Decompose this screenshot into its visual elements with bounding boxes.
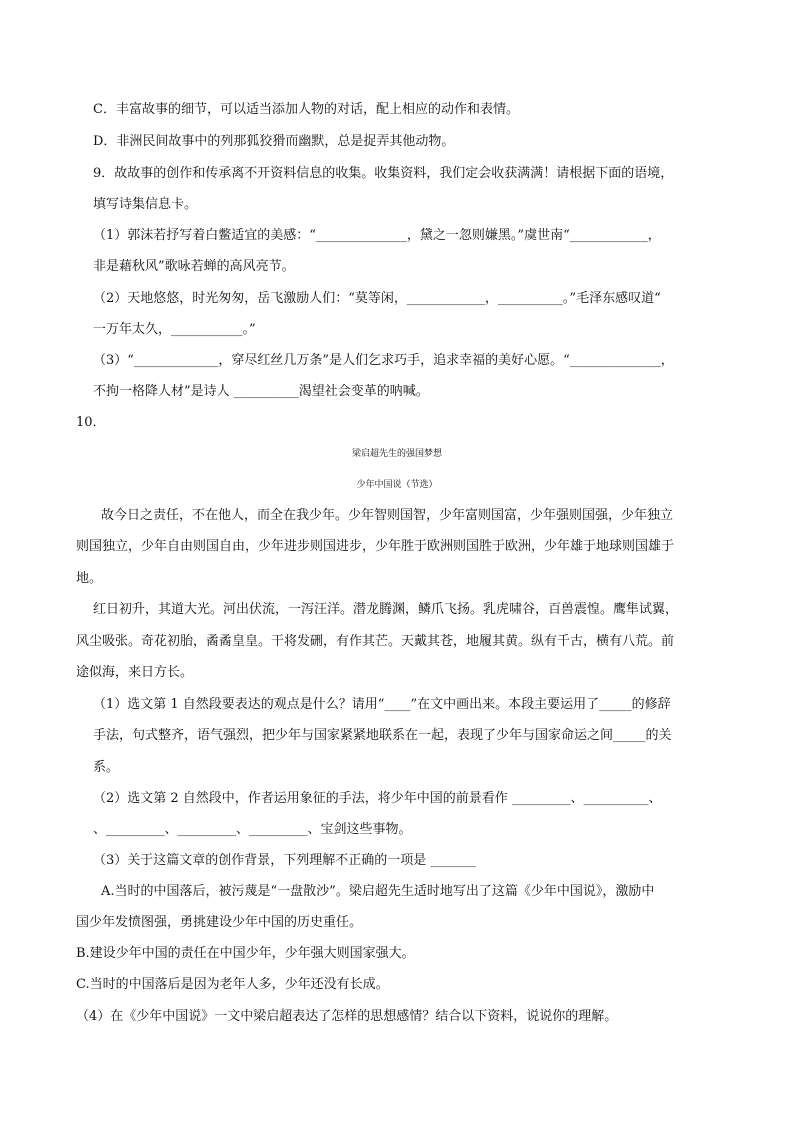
passage-paragraph-2: 红日初升，其道大光。河出伏流，一泻汪洋。潜龙腾渊，鳞爪飞扬。乳虎啸谷，百兽震惶。鹰隼试翼，	[93, 602, 679, 617]
question-9-line-cont: 填写诗集信息卡。	[93, 197, 198, 212]
q10-item-4-line: （4）在《少年中国说》一文中梁启超表达了怎样的思想感情？结合以下资料，说说你的理解。	[76, 1009, 618, 1024]
passage-paragraph-2-cont: 风尘吸张。奇花初胎，矞矞皇皇。干将发硎，有作其芒。天戴其苍，地履其黄。纵有千古，横有八荒。前	[76, 634, 675, 649]
option-d-line: D．非洲民间故事中的列那狐狡猾而幽默，总是捉弄其他动物。	[93, 134, 455, 149]
passage-title: 少年中国说（节选）	[356, 480, 438, 490]
q9-item-1-line: （1）郭沫若抒写着白鳖适宜的美感：“______________，黛之一忽则嫌黑。”虞世南“____________，	[93, 228, 661, 243]
passage-paragraph-1-cont: 则国独立，少年自由则国自由，少年进步则国进步，少年胜于欧洲则国胜于欧洲，少年雄于地球则国雄于	[76, 539, 675, 554]
option-c-line: C．丰富故事的细节，可以适当添加人物的对话，配上相应的动作和表情。	[93, 102, 519, 117]
section-title: 梁启超先生的强国梦想	[351, 449, 442, 459]
q10-item-3-line: （3）关于这篇文章的创作背景，下列理解不正确的一项是 _______	[93, 853, 476, 868]
q9-item-3-line-cont: 不拘一格降人材”是诗人 __________渴望社会变革的呐喊。	[93, 384, 429, 399]
q10-item-1-line: （1）选文第 1 自然段要表达的观点是什么？请用“____”在文中画出来。本段主要运用了_____的修辞	[93, 697, 671, 712]
passage-paragraph-2-end: 途似海，来日方长。	[76, 665, 194, 680]
passage-paragraph-1: 故今日之责任，不在他人，而全在我少年。少年智则国智，少年富则国富，少年强则国强，少年独立	[101, 508, 674, 523]
q10-item-1-line-cont: 手法，句式整齐，语气强烈，把少年与国家紧紧地联系在一起，表现了少年与国家命运之间_____的关	[93, 728, 672, 743]
q10-option-a-line: A.当时的中国落后，被污蔑是“一盘散沙”。梁启超先生适时地写出了这篇《少年中国说》，激励中	[101, 884, 655, 899]
q10-item-2-line: （2）选文第 2 自然段中，作者运用象征的手法，将少年中国的前景看作 _________、__________、	[93, 791, 662, 806]
passage-paragraph-1-end: 地。	[76, 571, 103, 586]
q10-item-1-line-end: 系。	[93, 760, 120, 775]
q9-item-1-line-cont: 非是藉秋风”歌咏若蝉的高风亮节。	[93, 259, 295, 274]
q10-option-a-line-cont: 国少年发愤图强，勇挑建设少年中国的历史重任。	[76, 915, 363, 930]
q10-option-b-line: B.建设少年中国的责任在中国少年，少年强大则国家强大。	[76, 946, 415, 961]
question-10-number: 10．	[76, 415, 106, 430]
question-9-line: 9．故故事的创作和传承离不开资料信息的收集。收集资料，我们定会收获满满！请根据下面的语境，	[93, 166, 674, 181]
q10-item-2-line-cont: 、_________、_________、_________、宝剑这些事物。	[93, 822, 412, 837]
q9-item-2-line: （2）天地悠悠，时光匆匆，岳飞激励人们：“莫等闲，____________，__________。”毛泽东感叹道“	[93, 291, 661, 306]
q9-item-3-line: （3）“_____________，穿尽红丝几万条”是人们乞求巧手，追求幸福的美好心愿。“______________，	[93, 353, 674, 368]
q10-option-c-line: C.当时的中国落后是因为老年人多，少年还没有长成。	[76, 977, 389, 992]
q9-item-2-line-cont: 一万年太久，___________。”	[93, 322, 256, 337]
